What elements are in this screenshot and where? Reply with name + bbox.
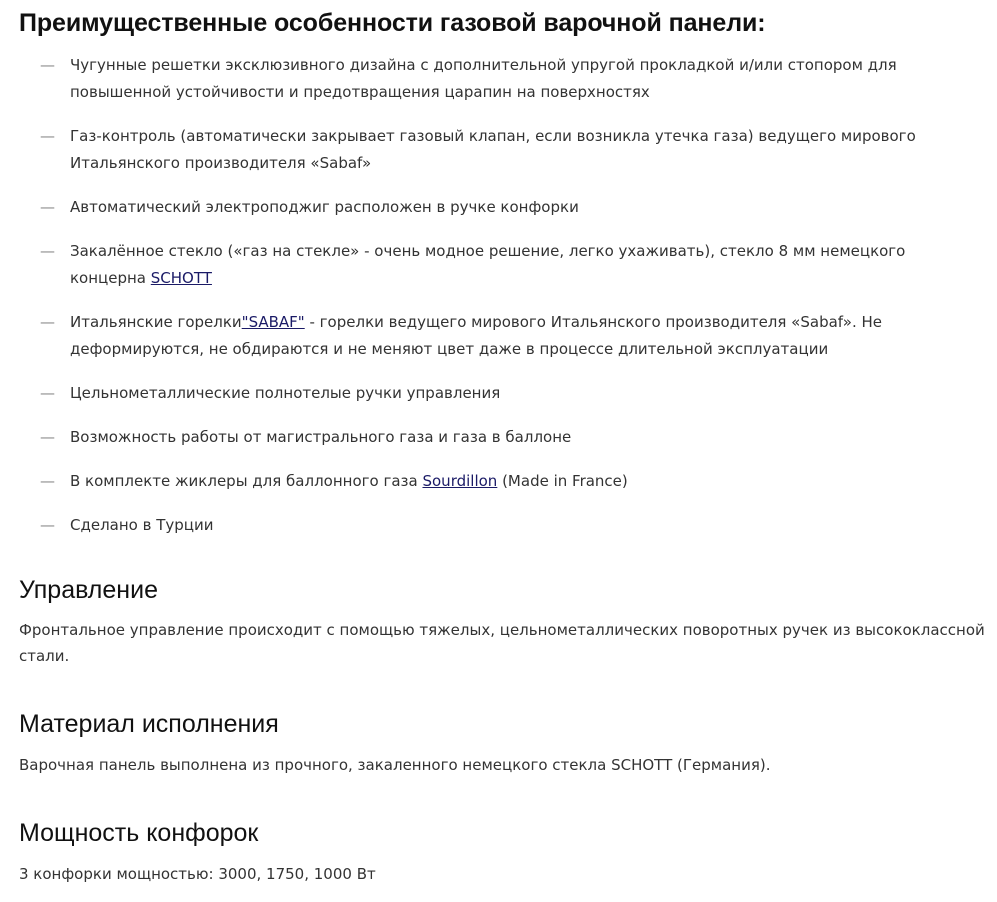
feature-text: повышенной устойчивости и предотвращения царапин на поверхностях [70,83,650,101]
dash-bullet: — [40,127,55,145]
list-item [19,468,997,495]
list-item [19,309,997,363]
dash-bullet: — [40,428,55,446]
power-section [19,818,997,887]
feature-text: деформируются, не обдираются и не меняют цвет даже в процессе длительной эксплуатации [70,340,829,358]
dash-bullet: — [40,198,55,216]
dash-bullet: — [40,516,55,534]
list-item [19,123,997,177]
list-item [19,512,997,539]
control-heading: Управление [19,576,158,604]
feature-text: Возможность работы от магистрального газа и газа в баллоне [70,428,572,446]
control-section [19,575,997,669]
control-text [19,617,997,669]
dash-bullet: — [40,56,55,74]
material-section [19,709,997,778]
feature-text: Итальянские горелки [70,313,242,331]
feature-text: Сделано в Турции [70,516,214,534]
control-text-line: стали. [19,647,70,665]
feature-text: Закалённое стекло («газ на стекле» - очень модное решение, легко ухаживать), стекло 8 мм немецкого [70,242,906,260]
sourdillon-link[interactable]: Sourdillon [422,472,498,490]
schott-link[interactable]: SCHOTT [150,269,212,287]
features-list [19,52,997,539]
list-item [19,194,997,221]
power-heading: Мощность конфорок [19,819,259,847]
feature-text: Газ-контроль (автоматически закрывает газовый клапан, если возникла утечка газа) ведущего мирового [70,127,916,145]
list-item [19,380,997,407]
sabaf-link[interactable]: "SABAF" [241,313,305,331]
material-text: Варочная панель выполнена из прочного, закаленного немецкого стекла SCHOTT (Германия). [19,756,771,774]
material-heading: Материал исполнения [19,710,279,738]
feature-text: В комплекте жиклеры для баллонного газа [70,472,423,490]
feature-text: Цельнометаллические полнотелые ручки управления [70,384,501,402]
dash-bullet: — [40,313,55,331]
list-item [19,52,997,106]
dash-bullet: — [40,472,55,490]
feature-text: концерна [70,269,151,287]
feature-text: Чугунные решетки эксклюзивного дизайна с дополнительной упругой прокладкой и/или стопором для [70,56,897,74]
dash-bullet: — [40,242,55,260]
product-description [19,0,997,887]
feature-text: Автоматический электроподжиг расположен в ручке конфорки [70,198,579,216]
feature-text: Итальянского производителя «Sabaf» [70,154,372,172]
dash-bullet: — [40,384,55,402]
features-heading: Преимущественные особенности газовой варочной панели: [19,9,766,37]
feature-text: (Made in France) [497,472,628,490]
list-item [19,424,997,451]
control-text-line: Фронтальное управление происходит с помощью тяжелых, цельнометаллических поворотных ручек из высококлассной [19,621,985,639]
feature-text: - горелки ведущего мирового Итальянского производителя «Sabaf». Не [304,313,883,331]
list-item [19,238,997,292]
power-text: 3 конфорки мощностью: 3000, 1750, 1000 Вт [19,865,376,883]
